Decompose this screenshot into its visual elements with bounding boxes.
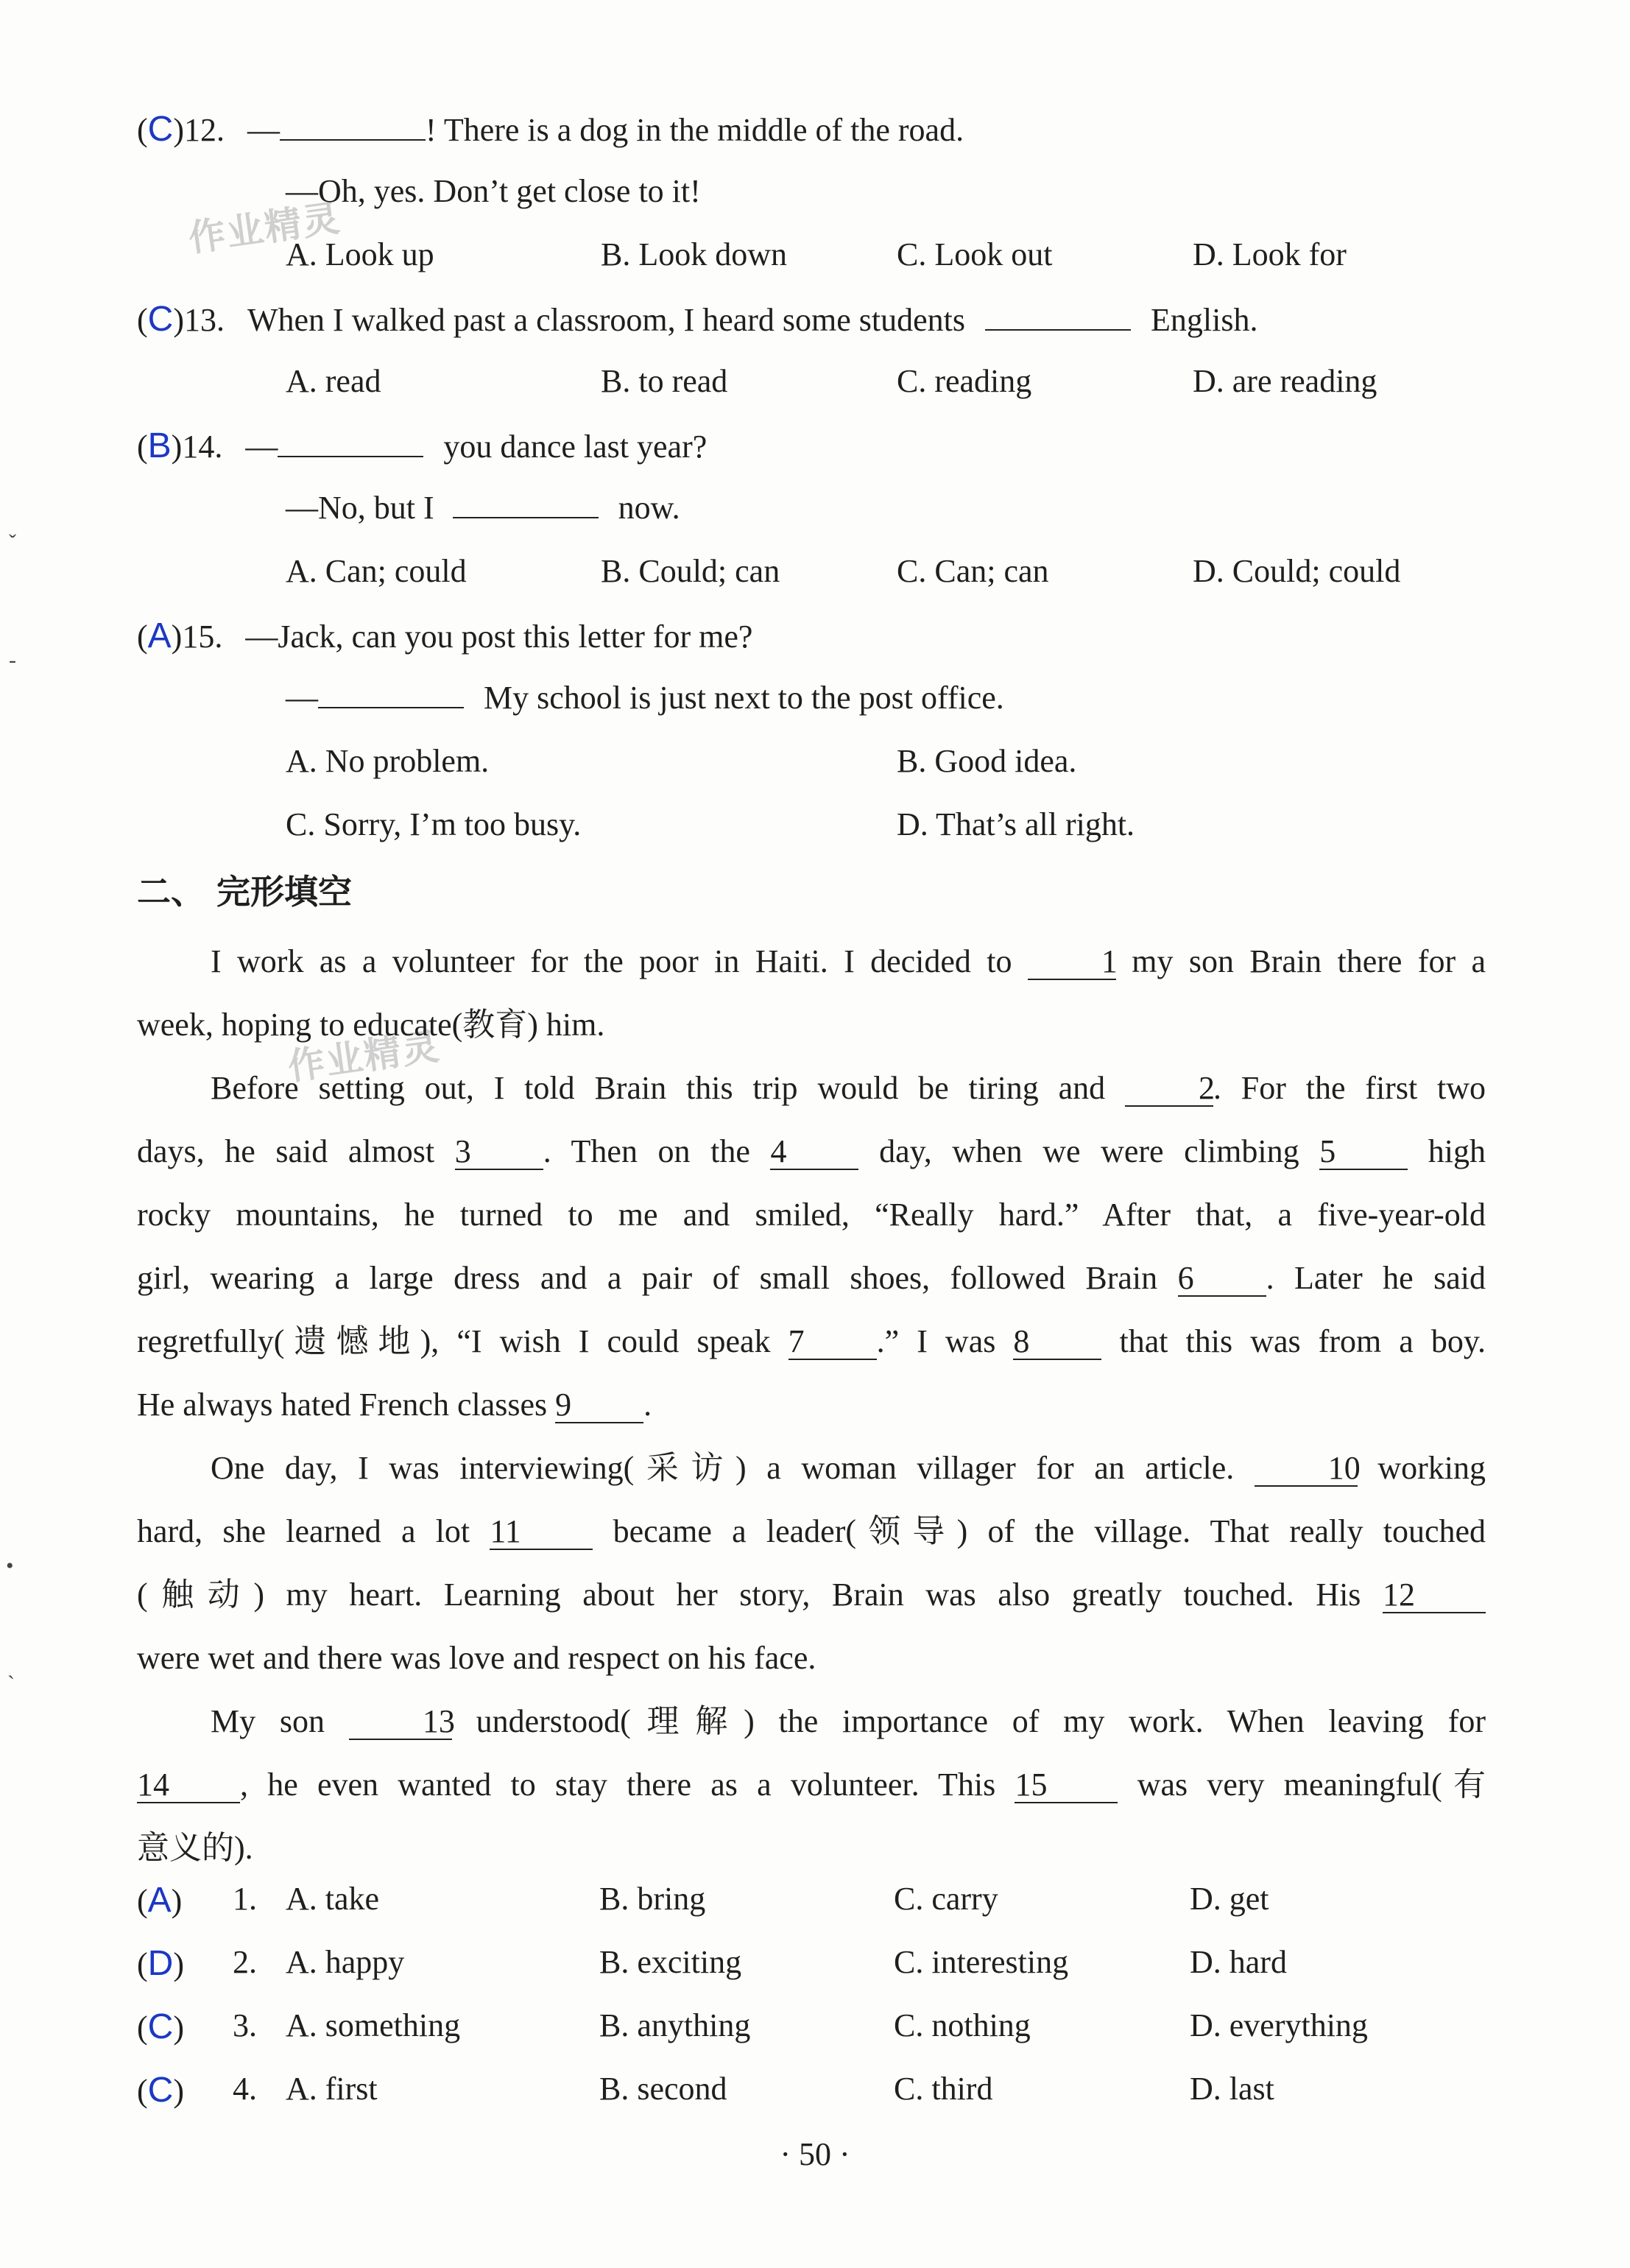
question-12: (C)12. — ! There is a dog in the middle of the road. bbox=[137, 110, 964, 149]
question-14-reply: —No, but I now. bbox=[286, 490, 680, 526]
option-b: B. anything bbox=[599, 2007, 751, 2043]
answer-mark: C bbox=[147, 300, 174, 339]
option-c: C. third bbox=[894, 2071, 993, 2107]
cloze-blank: 12 bbox=[1383, 1578, 1486, 1613]
cloze-blank: 4 bbox=[770, 1135, 858, 1170]
option-d: D. everything bbox=[1190, 2007, 1368, 2043]
passage-line: Before setting out, I told Brain this trip would be tiring and 2. For the first two bbox=[211, 1070, 1486, 1106]
answer-mark: B bbox=[147, 426, 172, 465]
cloze-blank: 2 bbox=[1125, 1071, 1213, 1107]
passage-line: He always hated French classes 9 . bbox=[137, 1387, 652, 1423]
option-b: B. to read bbox=[601, 363, 728, 399]
passage-line: 意义的). bbox=[137, 1830, 253, 1866]
option-b: B. second bbox=[599, 2071, 727, 2107]
option-d: D. get bbox=[1190, 1881, 1269, 1917]
answer-mark: A bbox=[147, 1881, 172, 1920]
question-number: 4. bbox=[233, 2071, 257, 2107]
option-b: B. exciting bbox=[599, 1944, 742, 1980]
passage-line: hard, she learned a lot 11 became a leader(领导) of the village. That really touched bbox=[137, 1513, 1486, 1549]
cloze-blank: 10 bbox=[1255, 1451, 1358, 1487]
question-15: (A)15. —Jack, can you post this letter for me? bbox=[137, 616, 753, 655]
question-number: 13. bbox=[183, 302, 225, 338]
option-c: C. interesting bbox=[894, 1944, 1069, 1980]
option-c: C. Sorry, I’m too busy. bbox=[286, 806, 582, 842]
answer-mark: A bbox=[147, 616, 172, 655]
passage-line: girl, wearing a large dress and a pair of small shoes, followed Brain 6 . Later he said bbox=[137, 1260, 1486, 1296]
passage-line: days, he said almost 3 . Then on the 4 day, when we were climbing 5 high bbox=[137, 1133, 1486, 1169]
answer-mark: C bbox=[147, 2071, 174, 2110]
cloze-question-2: (D) 2. A. happy B. exciting C. interesting D. hard bbox=[137, 1944, 1287, 1983]
cloze-blank: 14 bbox=[137, 1768, 240, 1803]
passage-line: were wet and there was love and respect on his face. bbox=[137, 1640, 816, 1676]
answer-blank bbox=[278, 429, 423, 457]
answer-blank bbox=[985, 303, 1131, 331]
margin-mark: • bbox=[6, 1554, 14, 1578]
passage-line: (触动) my heart. Learning about her story, Brain was also greatly touched. His 12 bbox=[137, 1563, 1486, 1627]
margin-mark: ˋ bbox=[7, 1672, 15, 1696]
question-number: 1. bbox=[233, 1881, 257, 1917]
option-c: C. Can; can bbox=[897, 553, 1049, 589]
option-a: A. Look up bbox=[286, 236, 434, 272]
watermark-top: 作业精灵 bbox=[186, 196, 344, 261]
option-a: A. something bbox=[286, 2007, 461, 2043]
option-a: A. Can; could bbox=[286, 553, 467, 589]
passage-line: week, hoping to educate(教育) him. bbox=[137, 1007, 605, 1043]
question-number: 3. bbox=[233, 2007, 257, 2043]
answer-blank bbox=[453, 490, 599, 518]
question-stem: ! There is a dog in the middle of the road. bbox=[425, 112, 964, 148]
passage-line: One day, I was interviewing(采访) a woman villager for an article. 10 working bbox=[211, 1450, 1486, 1486]
option-c: C. nothing bbox=[894, 2007, 1031, 2043]
passage-line: 14 , he even wanted to stay there as a volunteer. This 15 was very meaningful(有 bbox=[137, 1767, 1486, 1803]
question-number: 15. bbox=[182, 619, 223, 655]
option-a: A. read bbox=[286, 363, 381, 399]
question-stem: When I walked past a classroom, I heard some students bbox=[247, 302, 966, 338]
question-stem-end: English. bbox=[1151, 302, 1258, 338]
option-d: D. hard bbox=[1190, 1944, 1287, 1980]
margin-mark: ˇ bbox=[9, 530, 16, 554]
question-number: 12. bbox=[183, 112, 225, 148]
question-12-reply: —Oh, yes. Don’t get close to it! bbox=[286, 173, 701, 209]
section-heading: 二、 完形填空 bbox=[137, 872, 353, 912]
passage-line: I work as a volunteer for the poor in Haiti. I decided to 1 my son Brain there for a bbox=[211, 943, 1486, 979]
option-d: D. are reading bbox=[1193, 363, 1377, 399]
question-14: (B)14. — you dance last year? bbox=[137, 426, 708, 465]
cloze-blank: 6 bbox=[1178, 1261, 1266, 1297]
cloze-question-4: (C) 4. A. first B. second C. third D. last bbox=[137, 2071, 1274, 2110]
question-stem: you dance last year? bbox=[443, 429, 708, 465]
passage-line: My son 13 understood(理解) the importance of my work. When leaving for bbox=[211, 1703, 1486, 1739]
watermark-middle: 作业精灵 bbox=[285, 1024, 443, 1089]
question-15-reply: — My school is just next to the post office. bbox=[286, 680, 1004, 716]
cloze-blank: 13 bbox=[349, 1705, 452, 1740]
option-b: B. Look down bbox=[601, 236, 787, 272]
option-a: A. take bbox=[286, 1881, 380, 1917]
option-d: D. Could; could bbox=[1193, 553, 1401, 589]
cloze-blank: 5 bbox=[1319, 1135, 1408, 1170]
option-b: B. bring bbox=[599, 1881, 706, 1917]
answer-mark: D bbox=[147, 1944, 174, 1983]
option-d: D. last bbox=[1190, 2071, 1274, 2107]
option-d: D. Look for bbox=[1193, 236, 1347, 272]
page-number: · 50 · bbox=[780, 2136, 850, 2172]
cloze-blank: 8 bbox=[1013, 1325, 1101, 1360]
cloze-blank: 9 bbox=[555, 1388, 643, 1423]
option-b: B. Could; can bbox=[601, 553, 780, 589]
answer-blank bbox=[280, 113, 426, 141]
question-number: 14. bbox=[182, 429, 223, 465]
option-d: D. That’s all right. bbox=[897, 806, 1135, 842]
answer-mark: C bbox=[147, 110, 174, 149]
cloze-question-1: (A) 1. A. take B. bring C. carry D. get bbox=[137, 1881, 1269, 1920]
cloze-blank: 3 bbox=[455, 1135, 543, 1170]
cloze-blank: 7 bbox=[788, 1325, 877, 1360]
cloze-blank: 1 bbox=[1028, 945, 1116, 980]
answer-blank bbox=[318, 680, 464, 708]
option-c: C. reading bbox=[897, 363, 1032, 399]
margin-mark: - bbox=[9, 648, 16, 672]
option-a: A. happy bbox=[286, 1944, 405, 1980]
cloze-blank: 15 bbox=[1015, 1768, 1118, 1803]
passage-line: rocky mountains, he turned to me and smiled, “Really hard.” After that, a five-year-old bbox=[137, 1197, 1486, 1233]
option-a: A. first bbox=[286, 2071, 378, 2107]
option-c: C. Look out bbox=[897, 236, 1053, 272]
question-13: (C)13. When I walked past a classroom, I heard some students English. bbox=[137, 300, 1258, 339]
answer-mark: C bbox=[147, 2007, 174, 2046]
question-number: 2. bbox=[233, 1944, 257, 1980]
cloze-blank: 11 bbox=[490, 1515, 593, 1550]
option-c: C. carry bbox=[894, 1881, 998, 1917]
question-stem: —Jack, can you post this letter for me? bbox=[245, 619, 753, 655]
option-a: A. No problem. bbox=[286, 743, 490, 779]
cloze-question-3: (C) 3. A. something B. anything C. nothing D. everything bbox=[137, 2007, 1368, 2046]
option-b: B. Good idea. bbox=[897, 743, 1077, 779]
passage-line: regretfully(遗憾地), “I wish I could speak 7 .” I was 8 that this was from a boy. bbox=[137, 1323, 1486, 1359]
